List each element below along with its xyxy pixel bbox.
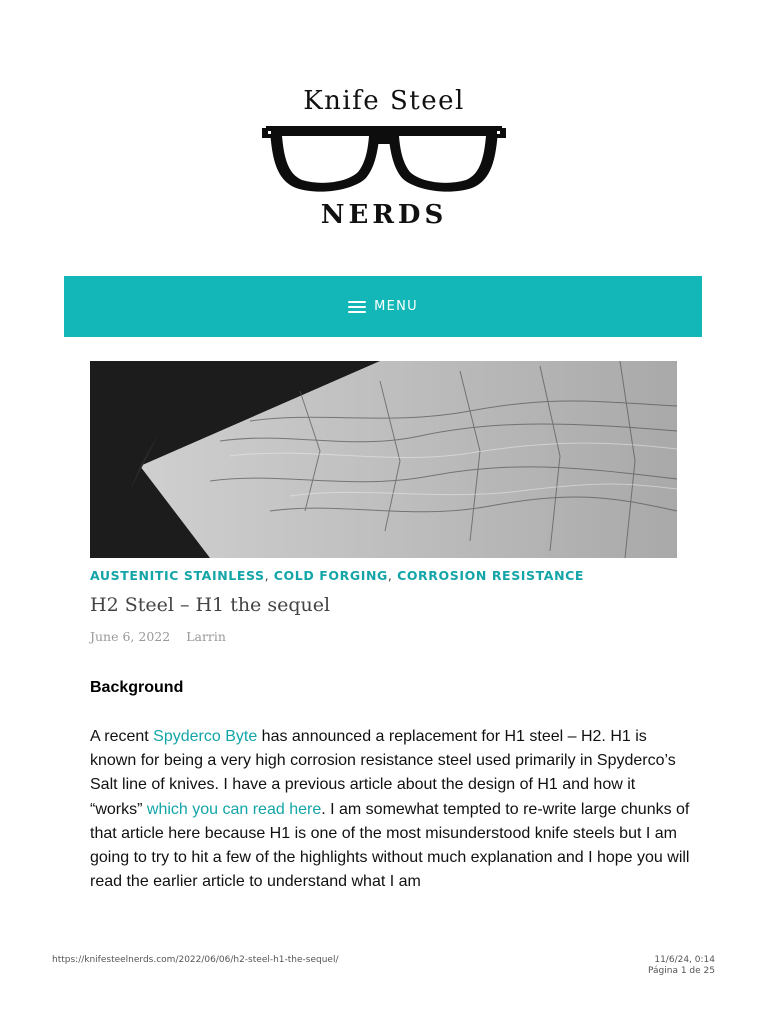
print-footer-info: [648, 955, 715, 977]
featured-image: [90, 361, 677, 558]
menu-toggle-button[interactable]: [64, 276, 702, 337]
article-paragraph: [90, 725, 690, 894]
hamburger-icon: [348, 300, 366, 314]
menu-label: MENU: [374, 298, 418, 314]
print-footer-url: https://knifesteelnerds.com/2022/06/06/h2-steel-h1-the-sequel/: [52, 955, 339, 965]
spyderco-byte-link[interactable]: Spyderco Byte: [153, 728, 258, 745]
section-heading: Background: [90, 679, 184, 696]
post-meta: [90, 629, 226, 644]
paragraph-text: . I am somewhat tempted to re-write large chunks of that article here because H1 is one of the most misunderstood knife steels but I am going to try to hit a few of the highlights without much explanation and I hope you will read the earlier article to understand what I am: [90, 800, 690, 891]
paragraph-text: A recent: [90, 728, 154, 745]
post-author[interactable]: Larrin: [186, 629, 226, 644]
logo-top-text: Knife Steel: [303, 86, 465, 116]
post-categories: [90, 568, 584, 583]
post-date[interactable]: June 6, 2022: [90, 629, 171, 644]
category-separator: ,: [387, 568, 393, 583]
print-page-number: Página 1 de 25: [648, 966, 715, 976]
site-logo[interactable]: [256, 86, 512, 236]
post-title: H2 Steel – H1 the sequel: [90, 594, 331, 616]
category-link-corrosion-resistance[interactable]: CORROSION RESISTANCE: [397, 568, 585, 583]
category-separator: ,: [264, 568, 270, 583]
logo-bottom-text: NERDS: [320, 200, 448, 230]
previous-article-link[interactable]: which you can read here: [146, 800, 322, 818]
print-datetime: 11/6/24, 0:14: [654, 955, 715, 965]
glasses-icon: [262, 118, 506, 198]
micrograph-image: [90, 361, 677, 558]
paragraph-text: has announced a replacement for H1 steel – H2. H1 is known for being a very high corrosion resistance steel used primarily in Spyderco’s Salt line of knives. I have a previous article about the design of H1 and how it “works”: [90, 728, 676, 818]
category-link-austenitic-stainless[interactable]: AUSTENITIC STAINLESS: [90, 568, 265, 583]
category-link-cold-forging[interactable]: COLD FORGING: [273, 568, 388, 583]
